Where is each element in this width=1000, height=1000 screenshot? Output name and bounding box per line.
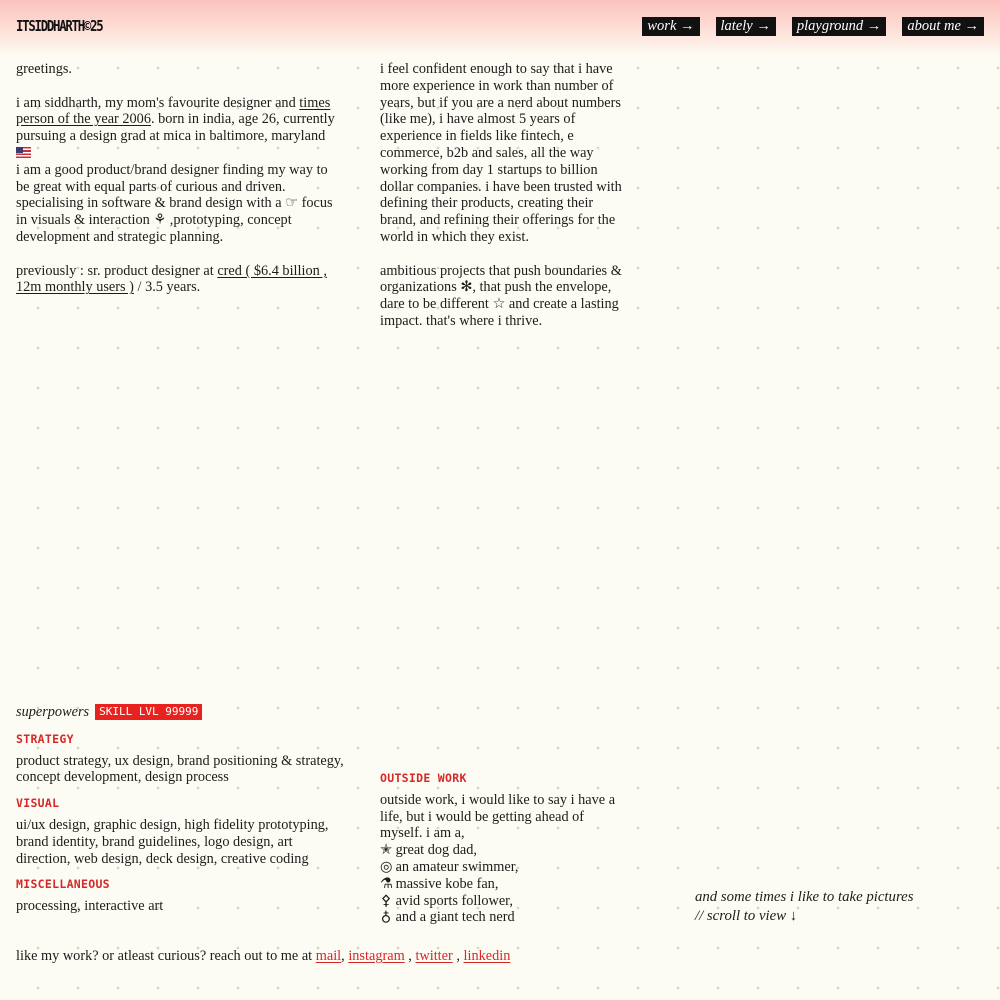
hobby-text: great dog dad, bbox=[395, 842, 477, 859]
misc-text: processing, interactive art bbox=[16, 898, 164, 915]
ambition-paragraph: ambitious projects that push boundaries & organizations ✻, that push the envelope, dare to be different ☆ and create a lasting impact. that's where i thrive. bbox=[380, 262, 622, 329]
top-nav bbox=[642, 17, 984, 36]
greeting-text: greetings. bbox=[16, 61, 72, 77]
skill-level-badge: SKILL LVL 99999 bbox=[95, 704, 202, 720]
intro-paragraph bbox=[16, 95, 338, 162]
outside-work-heading: OUTSIDE WORK bbox=[380, 771, 467, 785]
twitter-link[interactable]: twitter bbox=[415, 948, 453, 964]
previously-text: previously : sr. product designer at bbox=[16, 262, 218, 279]
hobby-text: and a giant tech nerd bbox=[395, 909, 515, 926]
separator: , bbox=[341, 948, 349, 964]
globe-icon: ♁ bbox=[380, 909, 392, 926]
hobby-item bbox=[380, 859, 630, 876]
previously-paragraph bbox=[16, 263, 338, 297]
nav-about-me[interactable]: about me → bbox=[902, 17, 984, 36]
outside-work-intro: outside work, i would like to say i have a life, but i would be getting ahead of myself. i am a, bbox=[380, 791, 616, 842]
us-flag-icon bbox=[16, 147, 31, 158]
outside-work-section bbox=[380, 770, 630, 926]
experience-paragraph: i feel confident enough to say that i have more experience in work than number of years, but if you are a nerd about numbers (like me), i have almost 5 years of experience in fields like fintech, e commerce, b2b and sales, all the way working from day 1 startups to billion dollar companies. i have been trusted with defining their products, creating their brand, and refining their offerings for the world in which they exist. bbox=[380, 61, 622, 245]
visual-text: ui/ux design, graphic design, high fidelity prototyping, brand identity, brand guidelines, logo design, art direction, web design, deck design, creative coding bbox=[16, 816, 329, 867]
instagram-link[interactable]: instagram bbox=[348, 948, 405, 964]
experience-column bbox=[380, 61, 626, 330]
hobby-text: an amateur swimmer, bbox=[395, 858, 519, 875]
visual-heading: VISUAL bbox=[16, 796, 60, 811]
site-logo[interactable]: ITSIDDHARTH©25 bbox=[16, 17, 103, 35]
hobby-item bbox=[380, 876, 630, 893]
designer-paragraph: i am a good product/brand designer finding my way to be great with equal parts of curious and driven. specialising in software & brand design with a ☞ focus in visuals & interaction ⚘ ,prototyping, concept development and strategic planning. bbox=[16, 161, 333, 245]
pictures-text: and some times i like to take pictures bbox=[695, 889, 914, 905]
intro-text-cont: . born in india, age 26, currently pursuing a design grad at mica in baltimore, maryland bbox=[16, 111, 335, 145]
contact-line bbox=[16, 948, 716, 965]
contact-text bbox=[16, 948, 716, 965]
cred-link[interactable]: cred ( $6.4 billion , 12m monthly users ) bbox=[16, 262, 327, 296]
target-icon: ◎ bbox=[380, 858, 393, 875]
misc-heading: MISCELLANEOUS bbox=[16, 877, 110, 892]
star-icon: ✭ bbox=[380, 842, 392, 859]
contact-prompt: like my work? or atleast curious? reach out to me at bbox=[16, 948, 316, 964]
intro-column bbox=[16, 61, 338, 296]
previously-duration: / 3.5 years. bbox=[133, 279, 201, 296]
nav-playground[interactable]: playground → bbox=[792, 17, 886, 36]
hobby-item bbox=[380, 909, 630, 926]
hobby-item bbox=[380, 842, 630, 859]
nav-lately[interactable]: lately → bbox=[716, 17, 776, 36]
times-person-link[interactable]: times person of the year 2006 bbox=[16, 94, 331, 128]
superpowers-title: superpowers bbox=[16, 704, 90, 720]
hobby-text: massive kobe fan, bbox=[395, 875, 499, 892]
pictures-note bbox=[695, 888, 985, 926]
flask-icon: ⚗ bbox=[380, 875, 393, 892]
hobby-item bbox=[380, 893, 630, 910]
mail-link[interactable]: mail bbox=[315, 948, 342, 964]
linkedin-link[interactable]: linkedin bbox=[463, 948, 511, 964]
skills-section bbox=[16, 704, 346, 915]
scroll-hint[interactable]: // scroll to view ↓ bbox=[695, 908, 798, 924]
skills-title-row bbox=[16, 704, 346, 721]
nav-work[interactable]: work → bbox=[642, 17, 699, 36]
hobby-text: avid sports follower, bbox=[395, 892, 513, 909]
strategy-heading: STRATEGY bbox=[16, 731, 74, 746]
intro-text: i am siddharth, my mom's favourite designer and bbox=[16, 94, 300, 111]
separator: , bbox=[404, 948, 416, 964]
strategy-text: product strategy, ux design, brand positioning & strategy, concept development, design process bbox=[16, 752, 344, 786]
separator: , bbox=[452, 948, 464, 964]
pin-icon: ⚴ bbox=[380, 892, 392, 909]
header-bar bbox=[0, 0, 1000, 56]
